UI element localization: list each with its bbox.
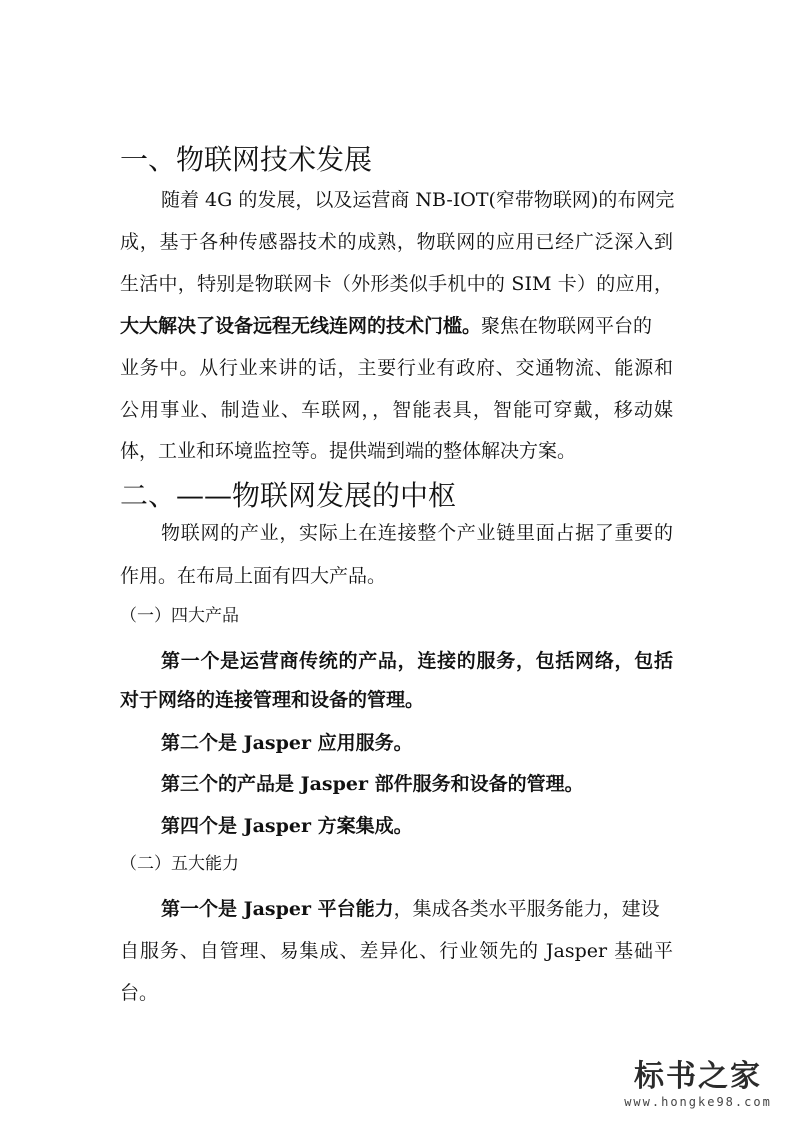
paragraph-line: 业务中。从行业来讲的话，主要行业有政府、交通物流、能源和 (120, 357, 673, 379)
bold-phrase: 第一个是 Jasper 平台能力 (161, 898, 394, 920)
subsection-title-2: （二）五大能力 (120, 854, 239, 874)
paragraph-line: 作用。在布局上面有四大产品。 (120, 565, 387, 587)
list-line: 第一个是运营商传统的产品，连接的服务，包括网络，包括 (161, 650, 673, 672)
subsection-title-1: （一）四大产品 (120, 606, 239, 626)
paragraph-line: 成，基于各种传感器技术的成熟，物联网的应用已经广泛深入到 (120, 231, 673, 253)
paragraph-line: 生活中，特别是物联网卡（外形类似手机中的 SIM 卡）的应用， (120, 273, 673, 295)
list-line: 第三个的产品是 Jasper 部件服务和设备的管理。 (161, 773, 584, 795)
section-heading-1: 一、物联网技术发展 (120, 143, 373, 176)
watermark-logo (610, 1060, 786, 1110)
list-line: 第四个是 Jasper 方案集成。 (161, 815, 413, 837)
paragraph-line: 第一个是 Jasper 平台能力，集成各类水平服务能力，建设 (161, 898, 660, 920)
paragraph-line: 随着 4G 的发展，以及运营商 NB-IOT(窄带物联网)的布网完 (161, 189, 675, 211)
paragraph-line: 公用事业、制造业、车联网，，智能表具，智能可穿戴，移动媒 (120, 399, 673, 421)
paragraph-line: 体，工业和环境监控等。提供端到端的整体解决方案。 (120, 440, 577, 462)
paragraph-line: 台。 (120, 982, 159, 1004)
paragraph-line: 自服务、自管理、易集成、差异化、行业领先的 Jasper 基础平 (120, 940, 673, 962)
watermark-url: www.hongke98.com (624, 1095, 772, 1109)
section-heading-2: 二、——物联网发展的中枢 (120, 479, 457, 512)
list-line: 第二个是 Jasper 应用服务。 (161, 732, 413, 754)
list-line: 对于网络的连接管理和设备的管理。 (120, 689, 425, 711)
paragraph-line: 物联网的产业，实际上在连接整个产业链里面占据了重要的 (161, 522, 673, 544)
bold-phrase: 大大解决了设备远程无线连网的技术门槛。 (120, 315, 482, 337)
watermark-brand: 标书之家 (634, 1059, 762, 1094)
paragraph-line: 大大解决了设备远程无线连网的技术门槛。聚焦在物联网平台的 (120, 315, 653, 337)
